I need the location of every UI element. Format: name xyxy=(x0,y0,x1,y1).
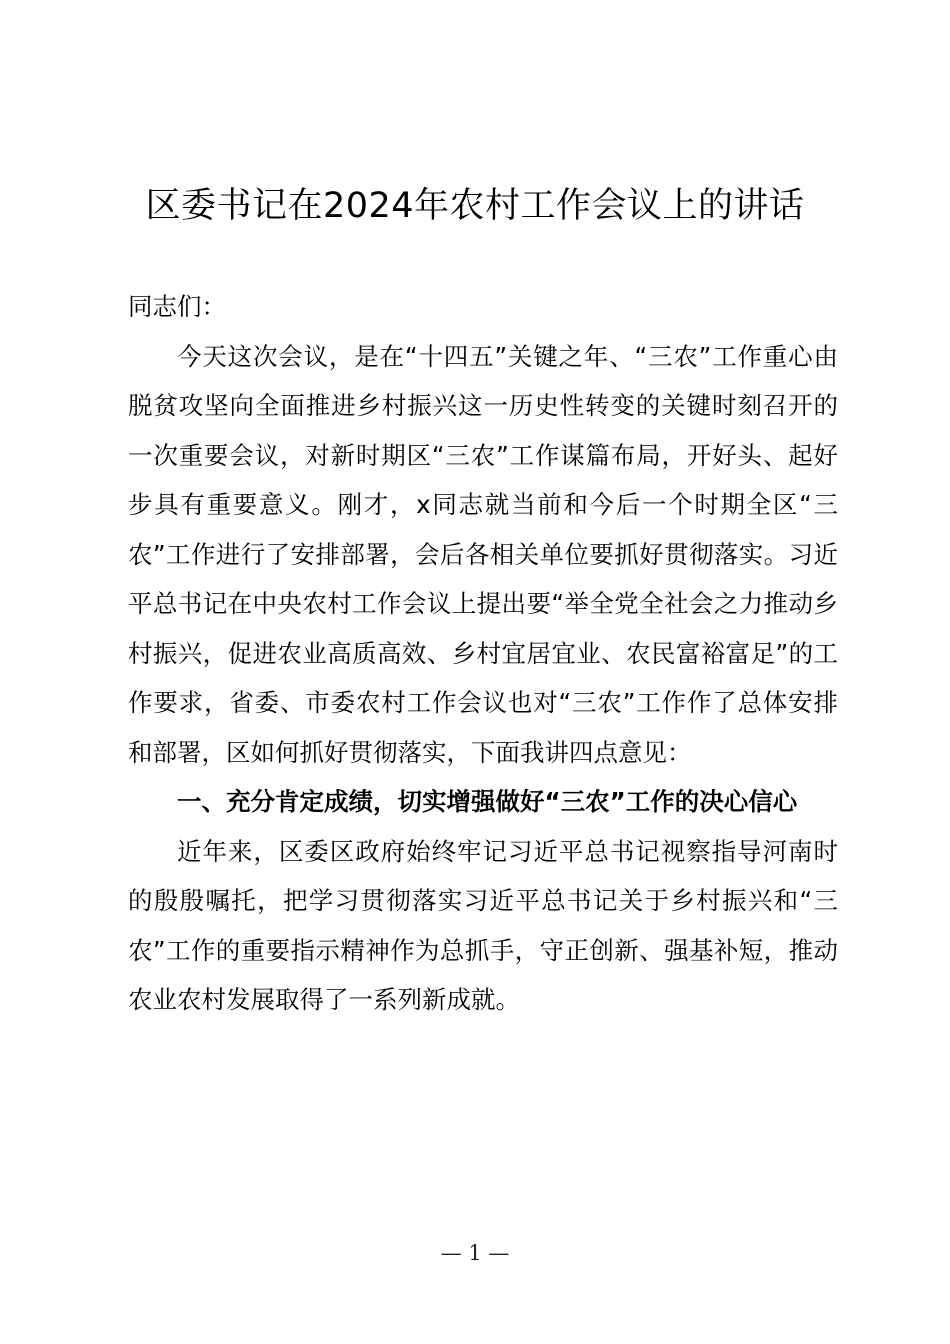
document-body xyxy=(128,282,838,1025)
page-number: — 1 — xyxy=(440,1241,510,1265)
salutation: 同志们： xyxy=(128,292,226,321)
paragraph-intro: 今天这次会议，是在“十四五”关键之年、“三农”工作重心由脱贫攻坚向全面推进乡村振兴这一历史性转变的关键时刻召开的一次重要会议，对新时期区“三农”工作谋篇布局，开好头、起好步具有重要意义。刚才，x同志就当前和今后一个时期全区“三农”工作进行了安排部署，会后各相关单位要抓好贯彻落实。习近平总书记在中央农村工作会议上提出要“举全党全社会之力推动乡村振兴，促进农业高质高效、乡村宜居宜业、农民富裕富足”的工作要求，省委、市委农村工作会议也对“三农”工作作了总体安排和部署，区如何抓好贯彻落实，下面我讲四点意见： xyxy=(128,341,838,767)
section-heading-1: 一、充分肯定成绩，切实增强做好“三农”工作的决心信心 xyxy=(177,787,798,816)
document-title: 区委书记在2024年农村工作会议上的讲话 xyxy=(145,186,805,226)
paragraph-section-1: 近年来，区委区政府始终牢记习近平总书记视察指导河南时的殷殷嘱托，把学习贯彻落实习近平总书记关于乡村振兴和“三农”工作的重要指示精神作为总抓手，守正创新、强基补短，推动农业农村发展取得了一系列新成就。 xyxy=(128,836,838,1014)
